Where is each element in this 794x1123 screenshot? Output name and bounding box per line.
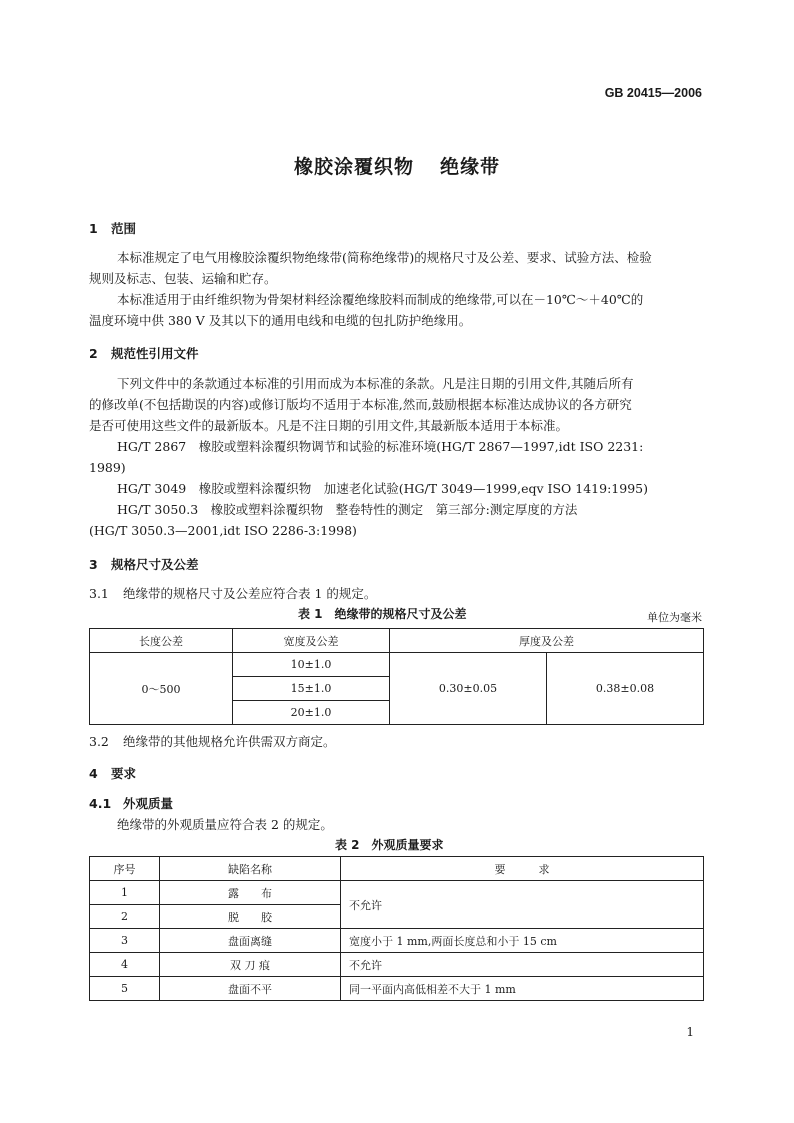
defect-name-cell: 盘面不平 bbox=[160, 977, 341, 1001]
table-row bbox=[90, 977, 704, 1001]
section-number: 4 bbox=[89, 766, 98, 781]
requirement-cell: 不允许 bbox=[341, 953, 704, 977]
requirement-cell: 同一平面内高低相差不大于 1 mm bbox=[341, 977, 704, 1001]
paragraph-line: 的修改单(不包括勘误的内容)或修订版均不适用于本标准,然而,鼓励根据本标准达成协议的各方研究 bbox=[89, 397, 632, 412]
table-header-cell: 要 求 bbox=[341, 857, 704, 881]
reference-line: 1989) bbox=[89, 460, 126, 475]
paragraph-line: 温度环境中供 380 V 及其以下的通用电线和电缆的包扎防护绝缘用。 bbox=[89, 313, 472, 328]
subsection-number: 4.1 bbox=[89, 796, 112, 811]
thickness-cell: 0.38±0.08 bbox=[547, 653, 704, 725]
row-number-cell: 2 bbox=[90, 905, 160, 929]
reference-line: HG/T 3050.3 橡胶或塑料涂覆织物 整卷特性的测定 第三部分:测定厚度的方法 bbox=[117, 502, 578, 517]
subsection-number: 3.2 bbox=[89, 734, 109, 749]
table-2-caption: 表 2 外观质量要求 bbox=[335, 838, 444, 852]
row-number-cell: 3 bbox=[90, 929, 160, 953]
row-number-cell: 4 bbox=[90, 953, 160, 977]
paragraph-line: 下列文件中的条款通过本标准的引用而成为本标准的条款。凡是注日期的引用文件,其随后所有 bbox=[117, 376, 634, 391]
page-number: 1 bbox=[686, 1025, 694, 1039]
table-header-cell: 宽度及公差 bbox=[233, 629, 390, 653]
paragraph-line: 本标准适用于由纤维织物为骨架材料经涂覆绝缘胶料而制成的绝缘带,可以在－10℃～＋40℃的 bbox=[117, 292, 644, 307]
section-3-heading bbox=[89, 555, 199, 573]
section-number: 3 bbox=[89, 557, 98, 572]
table-row bbox=[90, 881, 704, 905]
subsection-text: 绝缘带的其他规格允许供需双方商定。 bbox=[123, 734, 336, 749]
table-header-cell: 长度公差 bbox=[90, 629, 233, 653]
section-title: 规范性引用文件 bbox=[111, 346, 199, 361]
row-number-cell: 5 bbox=[90, 977, 160, 1001]
subsection-number: 3.1 bbox=[89, 586, 109, 601]
defect-name-cell: 双 刀 痕 bbox=[160, 953, 341, 977]
subsection-text: 绝缘带的规格尺寸及公差应符合表 1 的规定。 bbox=[123, 586, 377, 601]
thickness-cell: 0.30±0.05 bbox=[390, 653, 547, 725]
paragraph-line: 本标准规定了电气用橡胶涂覆织物绝缘带(简称绝缘带)的规格尺寸及公差、要求、试验方法、检验 bbox=[117, 250, 652, 265]
table-header-cell: 缺陷名称 bbox=[160, 857, 341, 881]
width-cell: 10±1.0 bbox=[233, 653, 390, 677]
defect-name-cell: 盘面离缝 bbox=[160, 929, 341, 953]
section-title: 范围 bbox=[111, 221, 137, 236]
defect-name-cell: 脱 胶 bbox=[160, 905, 341, 929]
title-part-2: 绝缘带 bbox=[440, 156, 501, 178]
table-header-cell: 序号 bbox=[90, 857, 160, 881]
standard-number: GB 20415—2006 bbox=[604, 86, 702, 100]
paragraph-line: 规则及标志、包装、运输和贮存。 bbox=[89, 271, 277, 286]
table-1-caption: 表 1 绝缘带的规格尺寸及公差 bbox=[298, 607, 467, 621]
section-4-heading bbox=[89, 764, 136, 782]
table-2 bbox=[89, 856, 704, 1001]
reference-line: (HG/T 3050.3—2001,idt ISO 2286-3:1998) bbox=[89, 523, 357, 538]
requirement-cell: 不允许 bbox=[341, 881, 704, 929]
requirement-cell: 宽度小于 1 mm,两面长度总和小于 15 cm bbox=[341, 929, 704, 953]
table-header-cell: 厚度及公差 bbox=[390, 629, 704, 653]
document-title bbox=[0, 152, 794, 179]
width-cell: 15±1.0 bbox=[233, 677, 390, 701]
width-cell: 20±1.0 bbox=[233, 701, 390, 725]
row-number-cell: 1 bbox=[90, 881, 160, 905]
subsection-4-1-heading bbox=[89, 794, 173, 812]
subsection-3-2 bbox=[89, 732, 336, 750]
paragraph-line: 是否可使用这些文件的最新版本。凡是不注日期的引用文件,其最新版本适用于本标准。 bbox=[89, 418, 568, 433]
table-1-unit: 单位为毫米 bbox=[647, 611, 702, 624]
section-title: 规格尺寸及公差 bbox=[111, 557, 199, 572]
section-number: 1 bbox=[89, 221, 98, 236]
title-part-1: 橡胶涂覆织物 bbox=[293, 156, 414, 178]
defect-name-cell: 露 布 bbox=[160, 881, 341, 905]
reference-line: HG/T 3049 橡胶或塑料涂覆织物 加速老化试验(HG/T 3049—1999,eqv ISO 1419:1995) bbox=[117, 481, 648, 496]
paragraph-line: 绝缘带的外观质量应符合表 2 的规定。 bbox=[117, 817, 333, 832]
table-row bbox=[90, 929, 704, 953]
table-row bbox=[90, 953, 704, 977]
subsection-title: 外观质量 bbox=[123, 796, 174, 811]
length-tolerance-cell: 0～500 bbox=[90, 653, 233, 725]
table-1 bbox=[89, 628, 704, 725]
section-1-heading bbox=[89, 219, 136, 237]
section-title: 要求 bbox=[111, 766, 137, 781]
section-number: 2 bbox=[89, 346, 98, 361]
section-2-heading bbox=[89, 344, 199, 362]
subsection-3-1 bbox=[89, 584, 376, 602]
reference-line: HG/T 2867 橡胶或塑料涂覆织物调节和试验的标准环境(HG/T 2867—1997,idt ISO 2231: bbox=[117, 439, 644, 454]
